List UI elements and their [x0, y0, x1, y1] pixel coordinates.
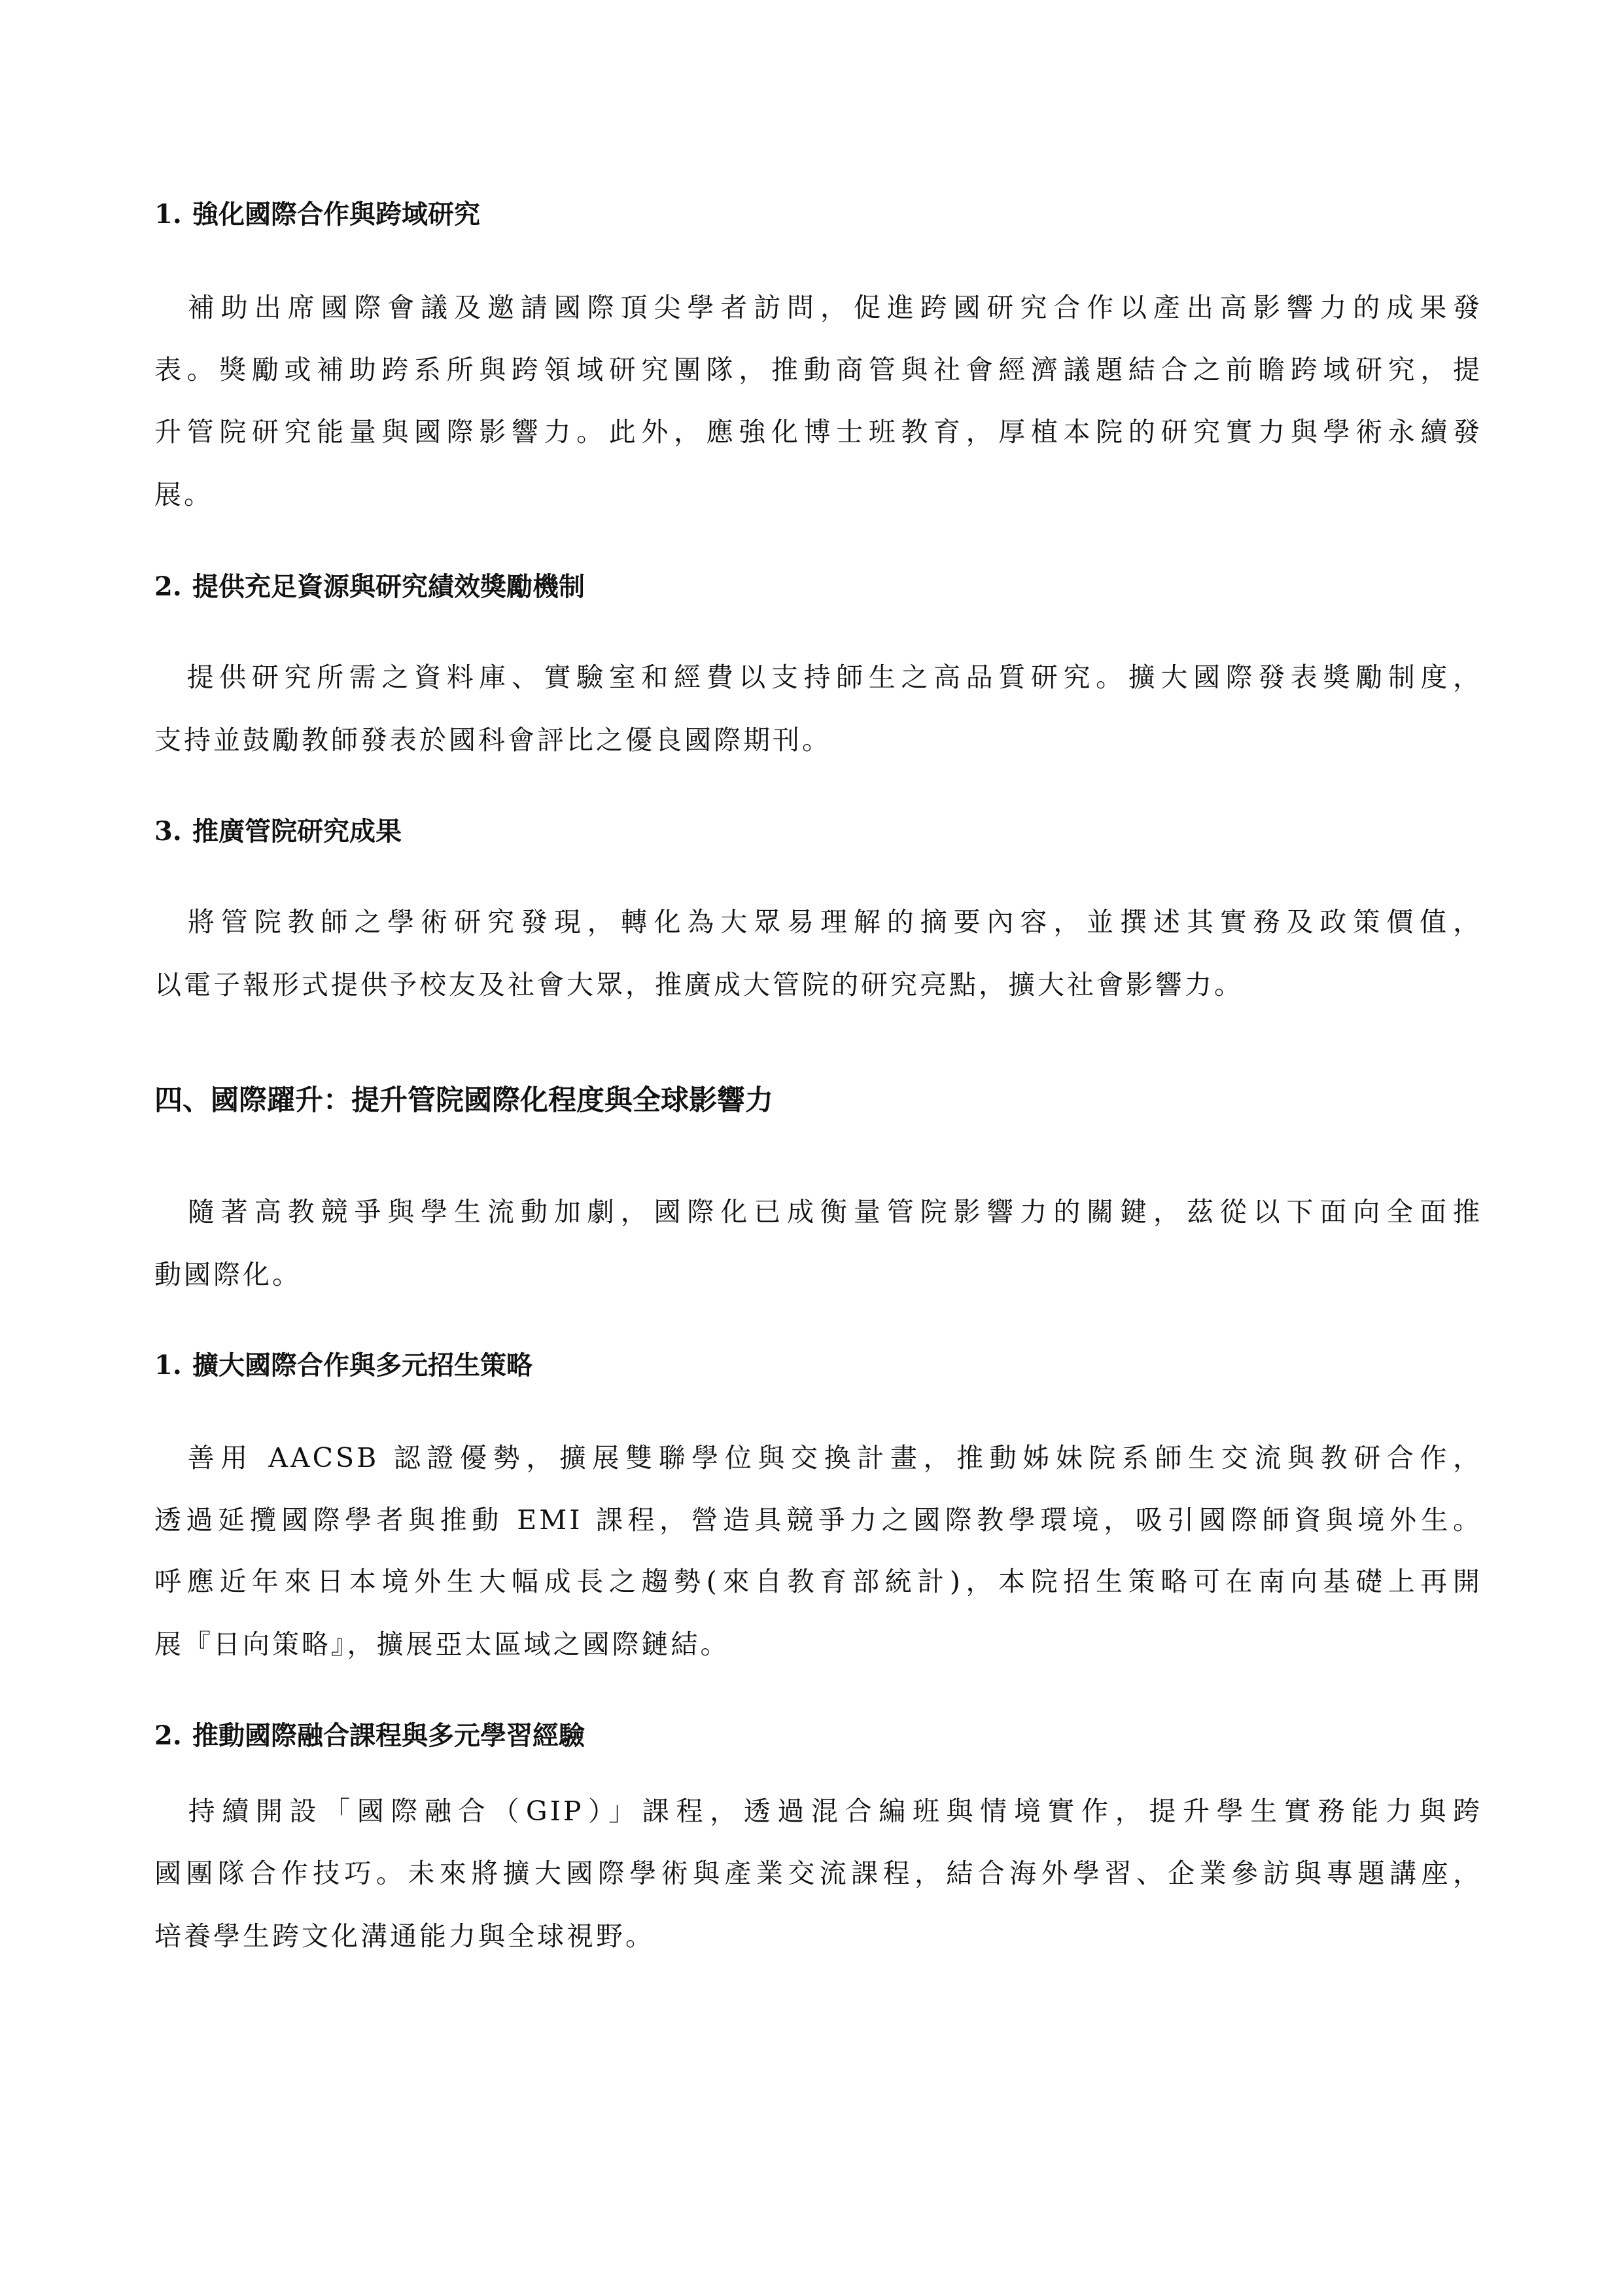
- paragraph-line: 展。: [154, 479, 213, 510]
- heading-text: 推廣管院研究成果: [192, 816, 402, 847]
- paragraph-line: 動國際化。: [154, 1259, 302, 1290]
- heading-number: 2.: [154, 1720, 182, 1751]
- heading-text: 擴大國際合作與多元招生策略: [192, 1350, 532, 1381]
- paragraph-line: 支持並鼓勵教師發表於國科會評比之優良國際期刊。: [154, 724, 831, 756]
- paragraph-line: 呼應近年來日本境外生大幅成長之趨勢(來自教育部統計)，本院招生策略可在南向基礎上再開: [154, 1566, 1482, 1597]
- heading-text: 強化國際合作與跨域研究: [192, 199, 480, 230]
- section-heading: [154, 1720, 1482, 1752]
- heading-number: 2.: [154, 571, 182, 602]
- paragraph-line: 表。獎勵或補助跨系所與跨領域研究團隊，推動商管與社會經濟議題結合之前瞻跨域研究，提: [154, 354, 1482, 385]
- paragraph-line: 補助出席國際會議及邀請國際頂尖學者訪問，促進跨國研究合作以產出高影響力的成果發: [154, 292, 1482, 323]
- heading-text: 提供充足資源與研究績效獎勵機制: [192, 571, 585, 602]
- paragraph-line: 將管院教師之學術研究發現，轉化為大眾易理解的摘要內容，並撰述其實務及政策價值，: [154, 906, 1482, 938]
- paragraph-line: 升管院研究能量與國際影響力。此外，應強化博士班教育，厚植本院的研究實力與學術永續發: [154, 416, 1482, 448]
- heading-number: 3.: [154, 816, 182, 847]
- paragraph-line: 以電子報形式提供予校友及社會大眾，推廣成大管院的研究亮點，擴大社會影響力。: [154, 969, 1244, 1000]
- paragraph-line: 持續開設「國際融合（GIP）」課程，透過混合編班與情境實作，提升學生實務能力與跨: [154, 1795, 1482, 1827]
- section-heading: [154, 571, 1482, 603]
- paragraph-line: 提供研究所需之資料庫、實驗室和經費以支持師生之高品質研究。擴大國際發表獎勵制度，: [154, 662, 1482, 693]
- heading-text: 推動國際融合課程與多元學習經驗: [192, 1720, 585, 1751]
- chapter-title: 四、國際躍升：提升管院國際化程度與全球影響力: [154, 1084, 773, 1117]
- paragraph-line: 培養學生跨文化溝通能力與全球視野。: [154, 1920, 655, 1952]
- heading-number: 1.: [154, 199, 182, 230]
- paragraph-line: 透過延攬國際學者與推動 EMI 課程，營造具競爭力之國際教學環境，吸引國際師資與境外生。: [154, 1504, 1482, 1536]
- heading-number: 1.: [154, 1350, 182, 1381]
- paragraph-line: 善用 AACSB 認證優勢，擴展雙聯學位與交換計畫，推動姊妹院系師生交流與教研合作，: [154, 1442, 1482, 1474]
- section-heading: [154, 1349, 1482, 1382]
- paragraph-line: 隨著高教競爭與學生流動加劇，國際化已成衡量管院影響力的關鍵，茲從以下面向全面推: [154, 1196, 1482, 1227]
- section-heading: [154, 198, 1482, 231]
- paragraph-line: 展『日向策略』，擴展亞太區域之國際鏈結。: [154, 1629, 730, 1660]
- paragraph-line: 國團隊合作技巧。未來將擴大國際學術與產業交流課程，結合海外學習、企業參訪與專題講座，: [154, 1858, 1482, 1889]
- section-heading: [154, 815, 1482, 848]
